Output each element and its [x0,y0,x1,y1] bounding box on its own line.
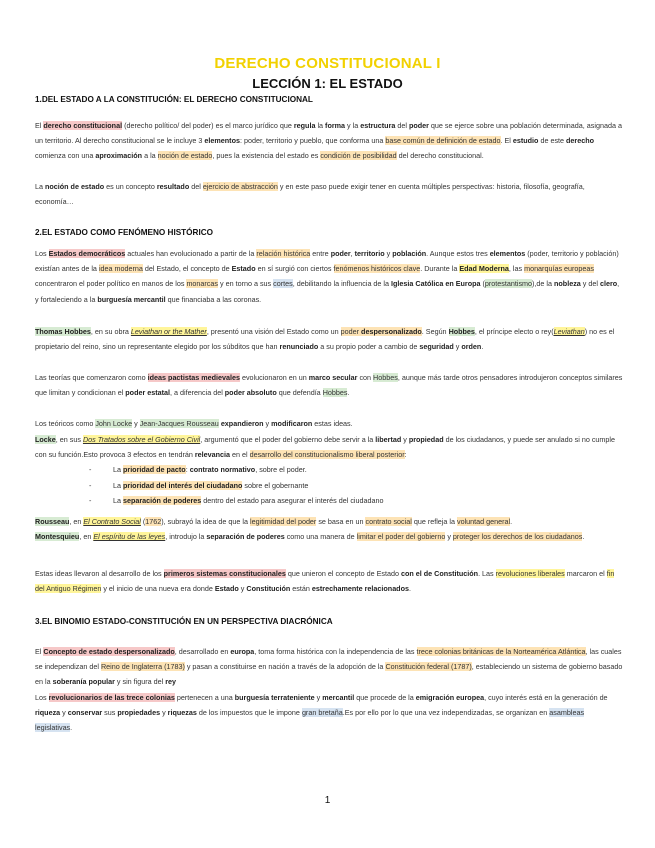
section-2-paragraph-3: Las teorías que comenzaron como ideas pactistas medievales evolucionaron en un marco secular con Hobbes, aunque más tarde otros pensadores introdujeron conceptos similares que limitan y condicionan el poder estatal, a diferencia del poder absoluto que defendía Hobbes. [35,373,623,398]
section-2-paragraph-1: Los Estados democráticos actuales han evolucionado a partir de la relación histórica entre poder, territorio y población. Aunque estos tres elementos (poder, territorio y población) existían antes de la idea moderna del Estado, el concepto de Estado en sí surgió con ciertos fenómenos históricos clave. Durante la Edad Moderna, las monarquías europeas concentraron el poder político en manos de los monarcas y en torno a sus cortes, debilitando la influencia de la Iglesia Católica en Europa (protestantismo),de la nobleza y del clero, y fortaleciendo a la burguesía mercantil que financiaba a las coronas. [35,249,620,304]
section-2-paragraph-6: Rousseau, en El Contrato Social (1762), subrayó la idea de que la legitimidad del poder se basa en un contrato social que refleja la voluntad general. [35,517,513,526]
lesson-title: LECCIÓN 1: EL ESTADO [252,76,403,91]
document-title: DERECHO CONSTITUCIONAL I [214,55,441,72]
section-2-paragraph-2: Thomas Hobbes, en su obra Leviathan or the Mather, presentó una visión del Estado como un poder despersonalizado. Según Hobbes, el príncipe electo o rey(Leviathan) no es el propietario del reino, sino un representante elegido por los súbditos que han renunciado a su propio poder a cambio de seguridad y orden. [35,327,615,352]
page-number: 1 [324,795,331,806]
section-3-heading: 3.EL BINOMIO ESTADO-CONSTITUCIÓN EN UN PERSPECTIVA DIACRÓNICA [35,617,333,626]
section-2-paragraph-4: Los teóricos como John Locke y Jean-Jacques Rousseau expandieron y modificaron estas ideas. [35,419,353,428]
section-1-paragraph-1: El derecho constitucional (derecho político/ del poder) es el marco jurídico que regula la forma y la estructura del poder que se ejerce sobre una población determinada, asignada a un territorio. Al derecho constitucional se le incluye 3 elementos: poder, territorio y pueblo, que conforma una base común de definición de estado. El estudio de este derecho comienza con una aproximación a la noción de estado, pues la existencia del estado es condición de posibilidad del derecho constitucional. [35,121,622,161]
list-item: - La prioridad de pacto: contrato normativo, sobre el poder. [89,462,609,478]
section-3-paragraph-2: Los revolucionarios de las trece colonias pertenecen a una burguesía terrateniente y mercantil que procede de la emigración europea, cuyo interés está en la generación de riqueza y conservar sus propiedades y riquezas de los impuestos que le impone gran bretaña.Es por ello por lo que una vez independizadas, se organizan en asambleas legislativas. [35,693,608,733]
section-1-paragraph-2: La noción de estado es un concepto resultado del ejercicio de abstracción y en este paso puede exigir tener en cuenta múltiples perspectivas: historia, filosofía, geografía, economía… [35,182,585,207]
section-2-paragraph-5: Locke, en sus Dos Tratados sobre el Gobierno Civil, argumentó que el poder del gobierno debe servir a la libertad y propiedad de los ciudadanos, y puede ser anulado si no cumple con su función.Esto provoca 3 efectos en tendrán relevancia en el desarrollo del constitucionalismo liberal posterior: [35,435,616,460]
section-2-heading: 2.EL ESTADO COMO FENÓMENO HISTÓRICO [35,228,214,237]
section-3-paragraph-1: El Concepto de estado despersonalizado, desarrollado en europa, toma forma histórica con la independencia de las trece colonias británicas de la Norteamérica Atlántica, las cuales se independizan del Reino de Inglaterra (1783) y pasan a constituirse en nación a través de la adopción de la Constitución federal (1787), estableciendo un sistema de gobierno basado en la soberanía popular y sin figura del rey [35,647,623,687]
list-item: - La separación de poderes dentro del estado para asegurar el interés del ciudadano [89,493,609,509]
list-item: - La prioridad del interés del ciudadano sobre el gobernante [89,478,609,494]
efectos-list [89,462,609,509]
section-2-paragraph-7: Montesquieu, en El espíritu de las leyes, introdujo la separación de poderes como una manera de limitar el poder del gobierno y proteger los derechos de los ciudadanos. [35,532,585,541]
section-2-paragraph-8: Estas ideas llevaron al desarrollo de los primeros sistemas constitucionales que unieron el concepto de Estado con el de Constitución. Las revoluciones liberales marcaron el fin del Antiguo Régimen y el inicio de una nueva era donde Estado y Constitución están estrechamente relacionados. [35,569,615,594]
section-1-heading: 1.DEL ESTADO A LA CONSTITUCIÓN: EL DERECHO CONSTITUCIONAL [35,95,313,104]
